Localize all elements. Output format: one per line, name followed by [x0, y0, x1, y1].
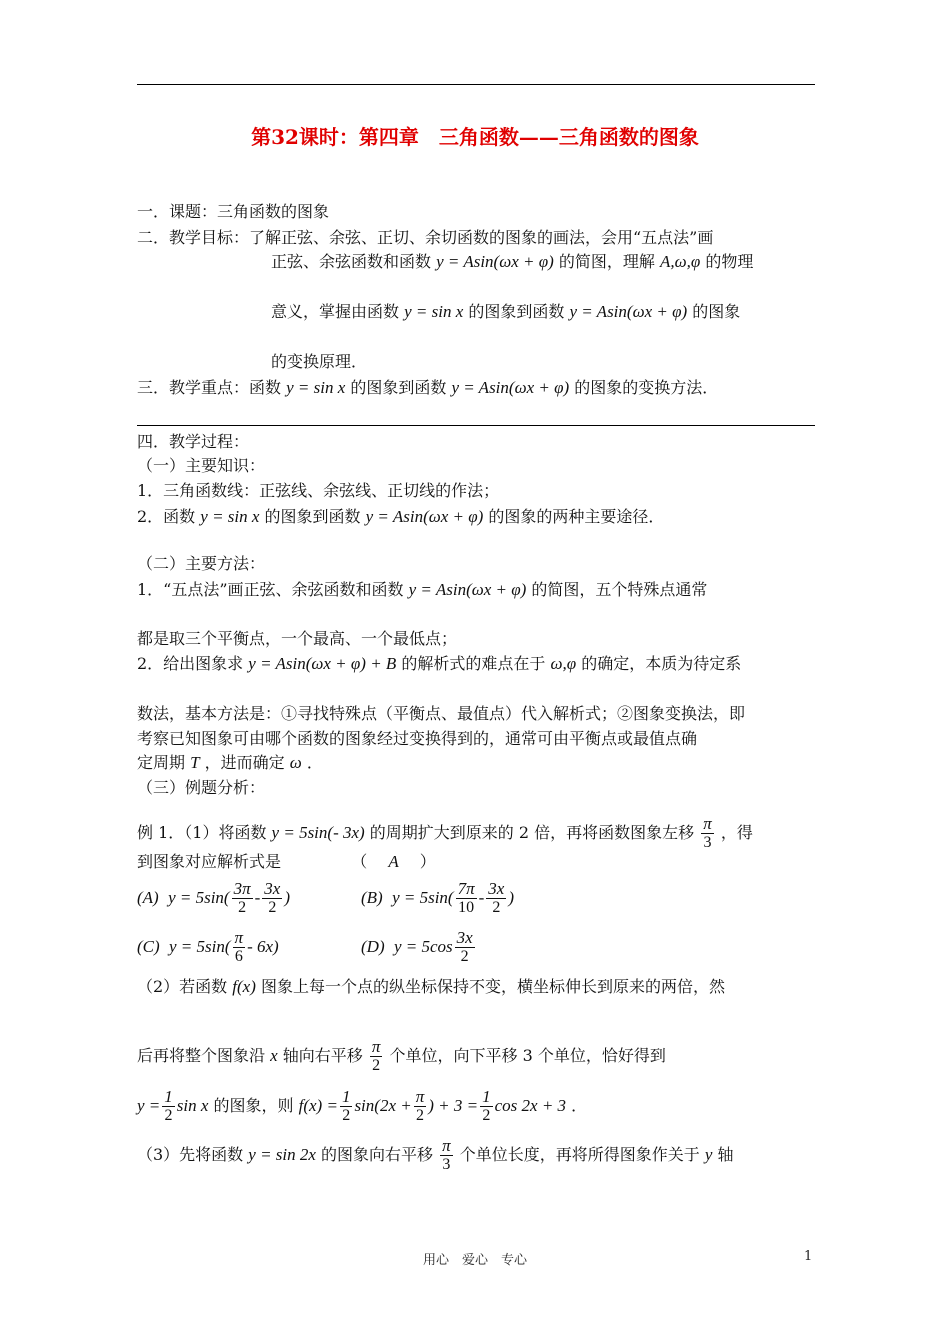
numerator: 3x	[264, 879, 281, 898]
math-y-asin-b: y = Asin(ωx + φ) + B	[248, 654, 397, 673]
page-title: 第32课时：第四章 三角函数——三角函数的图象	[251, 125, 699, 149]
numerator: 1	[341, 1087, 351, 1106]
section-process: 四．教学过程：	[137, 432, 250, 451]
goals-text: 的物理	[705, 252, 754, 271]
math-y: y	[704, 1145, 713, 1164]
fraction	[414, 1088, 427, 1125]
key-text: 三．教学重点：函数	[137, 378, 282, 397]
ex3-text: 的图象向右平移	[321, 1145, 434, 1164]
math-ex1-func: y = 5sin(- 3x)	[271, 823, 365, 842]
section-divider	[137, 425, 815, 426]
math-a-w-p: A,ω,φ	[660, 252, 701, 271]
method-item-2	[137, 653, 741, 675]
denominator: 2	[372, 1057, 381, 1074]
math-y-asin: y = Asin(ωx + φ)	[569, 302, 688, 321]
option-d-label: (D)	[361, 937, 385, 956]
section-goals: 二．教学目标：了解正弦、余弦、正切、余切函数的图象的画法，会用“五点法”画	[137, 228, 714, 247]
numerator: 3x	[488, 879, 505, 898]
k2-text: 的图象的两种主要途径．	[488, 507, 665, 526]
math-y-sin: y = sin x	[286, 378, 346, 397]
math-y-asin: y = Asin(ωx + φ)	[436, 252, 554, 271]
m2d-text: 定周期	[137, 753, 186, 772]
ex2-text: 图象上每一个点的纵坐标保持不变，横坐标伸长到原来的两倍，然	[260, 977, 725, 996]
ex1b-text: 到图象对应解析式是	[137, 852, 282, 871]
method-item-1	[137, 579, 707, 601]
denominator: 2	[164, 1107, 173, 1124]
m2-text: 的解析式的难点在于	[401, 654, 546, 673]
math-T: T	[190, 753, 200, 772]
denominator: 2	[492, 899, 501, 916]
goals-text: 的图象到函数	[468, 302, 565, 321]
example-3-line-1	[137, 1137, 734, 1174]
denominator: 6	[234, 948, 243, 965]
numerator: π	[234, 928, 244, 947]
fraction	[456, 880, 477, 917]
ex3-text: 个单位长度，再将所得图象作关于	[459, 1145, 700, 1164]
numerator: π	[703, 814, 712, 833]
numerator: 7π	[457, 879, 475, 898]
math-y-sin: y = sin x	[404, 302, 464, 321]
example-1-line-2	[137, 851, 436, 873]
ex1b-text: ）	[403, 852, 436, 871]
method-item-2-cont: 数法，基本方法是：①寻找特殊点（平衡点、最值点）代入解析式；②图象变换法，即	[137, 704, 746, 723]
subsection-methods: （二）主要方法：	[137, 554, 266, 573]
goals-text: 的图象	[692, 302, 741, 321]
subsection-examples: （三）例题分析：	[137, 778, 266, 797]
m2-text: 的确定，本质为待定系	[581, 654, 742, 673]
fraction	[232, 880, 253, 917]
section-key-points	[137, 377, 718, 399]
numerator: 1	[482, 1087, 491, 1106]
denominator: 2	[415, 1107, 424, 1124]
m1-text: 的简图，五个特殊点通常	[531, 580, 708, 599]
example-2-line-3: y = $\frac{1}{2}$ sin x 的图象，则 f(x) = $\frac{1}{2}$ sin(2x + $\frac{\pi}{2}$ ) + 3 = $\frac{1}{2}$ cos 2x + 3 ．	[137, 1087, 588, 1124]
subsection-knowledge: （一）主要知识：	[137, 456, 266, 475]
example-1-line-1	[137, 815, 753, 852]
fraction	[455, 929, 475, 966]
page-footer: 用心 爱心 专心	[422, 1253, 527, 1268]
math-omega: ω	[289, 753, 302, 772]
fraction-pi-3	[440, 1137, 453, 1174]
goals-line-3	[271, 301, 740, 323]
numerator: π	[371, 1037, 381, 1056]
math-x: x	[270, 1046, 278, 1065]
fraction	[262, 880, 282, 917]
knowledge-item-1: 1．三角函数线：正弦线、余弦线、正切线的作法；	[137, 481, 500, 500]
ex2b-text: 轴向右平移	[282, 1046, 363, 1065]
math-y-sin: y = sin x	[200, 507, 260, 526]
denominator: 2	[238, 899, 247, 916]
key-text: 的图象到函数	[350, 378, 447, 397]
goals-text: 意义，掌握由函数	[271, 302, 400, 321]
numerator: 3x	[456, 928, 473, 947]
m2d-text: ，进而确定	[204, 753, 285, 772]
header-rule	[137, 84, 815, 85]
numerator: 3π	[233, 879, 251, 898]
m2-text: 2．给出图象求	[137, 654, 244, 673]
option-c: (C) y = 5sin( $\frac{\pi}{6}$ - 6x)	[137, 928, 279, 965]
goals-text: 正弦、余弦函数和函数	[271, 252, 432, 271]
key-text: 的图象的变换方法．	[574, 378, 719, 397]
denominator: 2	[268, 899, 277, 916]
example-2-line-1	[137, 976, 725, 998]
fraction-pi-2	[370, 1038, 383, 1075]
method-item-1-cont: 都是取三个平衡点，一个最高、一个最低点；	[137, 629, 458, 648]
page-number: 1	[804, 1249, 813, 1264]
answer: A	[388, 852, 399, 871]
ex3-text: （3）先将函数	[137, 1145, 244, 1164]
ex2b-text: 个单位，向下平移 3 个单位，恰好得到	[389, 1046, 666, 1065]
ex2b-text: 后再将整个图象沿	[137, 1046, 266, 1065]
option-a: (A) y = 5sin( $\frac{3\pi}{2}$ - $\frac{3x}{2}$ )	[137, 879, 291, 916]
knowledge-item-2	[137, 506, 664, 528]
goals-line-2	[271, 251, 753, 273]
fraction	[486, 880, 506, 917]
numerator: π	[442, 1136, 451, 1155]
k2-text: 的图象到函数	[264, 507, 361, 526]
k2-text: 2．函数	[137, 507, 196, 526]
math-y-asin: y = Asin(ωx + φ)	[408, 580, 527, 599]
option-d: (D) y = 5cos $\frac{3x}{2}$	[361, 928, 473, 965]
ex2c-text: 的图象，则	[213, 1096, 294, 1115]
option-b: (B) y = 5sin( $\frac{7\pi}{10}$ - $\frac{3x}{2}$ )	[361, 879, 515, 916]
option-b-label: (B)	[361, 888, 383, 907]
example-2-line-2	[137, 1038, 666, 1075]
denominator: 10	[458, 899, 475, 916]
goals-line-4: 的变换原理．	[271, 352, 368, 371]
ex1-text: 例 1．（1）将函数	[137, 823, 267, 842]
math-y-asin: y = Asin(ωx + φ)	[451, 378, 570, 397]
numerator: 1	[164, 1087, 173, 1106]
method-item-2-cont	[137, 752, 323, 774]
ex2c-text: ．	[571, 1096, 588, 1115]
denominator: 2	[342, 1107, 351, 1124]
math-fx: f(x)	[232, 977, 256, 996]
ex1-text: ，得	[720, 823, 753, 842]
section-topic: 一．课题：三角函数的图象	[137, 202, 330, 221]
m1-text: 1．“五点法”画正弦、余弦函数和函数	[137, 580, 404, 599]
math-w-p: ω,φ	[550, 654, 577, 673]
denominator: 3	[703, 834, 712, 851]
method-item-2-cont: 考察已知图象可由哪个函数的图象经过变换得到的，通常可由平衡点或最值点确	[137, 729, 698, 748]
ex3-text: 轴	[717, 1145, 734, 1164]
m2d-text: ．	[306, 753, 323, 772]
goals-text: 的简图，理解	[558, 252, 655, 271]
option-c-label: (C)	[137, 937, 160, 956]
fraction	[340, 1088, 353, 1125]
ex1b-text: （	[351, 852, 384, 871]
ex2-text: （2）若函数	[137, 977, 228, 996]
fraction-pi-3	[701, 815, 714, 852]
fraction	[233, 929, 246, 966]
option-a-label: (A)	[137, 888, 159, 907]
denominator: 2	[460, 948, 469, 965]
denominator: 3	[442, 1156, 451, 1173]
math-y-asin: y = Asin(ωx + φ)	[365, 507, 484, 526]
fraction	[162, 1088, 175, 1125]
fraction	[480, 1088, 493, 1125]
ex1-text: 的周期扩大到原来的 2 倍，再将函数图象左移	[369, 823, 695, 842]
numerator: π	[415, 1087, 425, 1106]
denominator: 2	[482, 1107, 491, 1124]
math-y-sin2x: y = sin 2x	[248, 1145, 316, 1164]
